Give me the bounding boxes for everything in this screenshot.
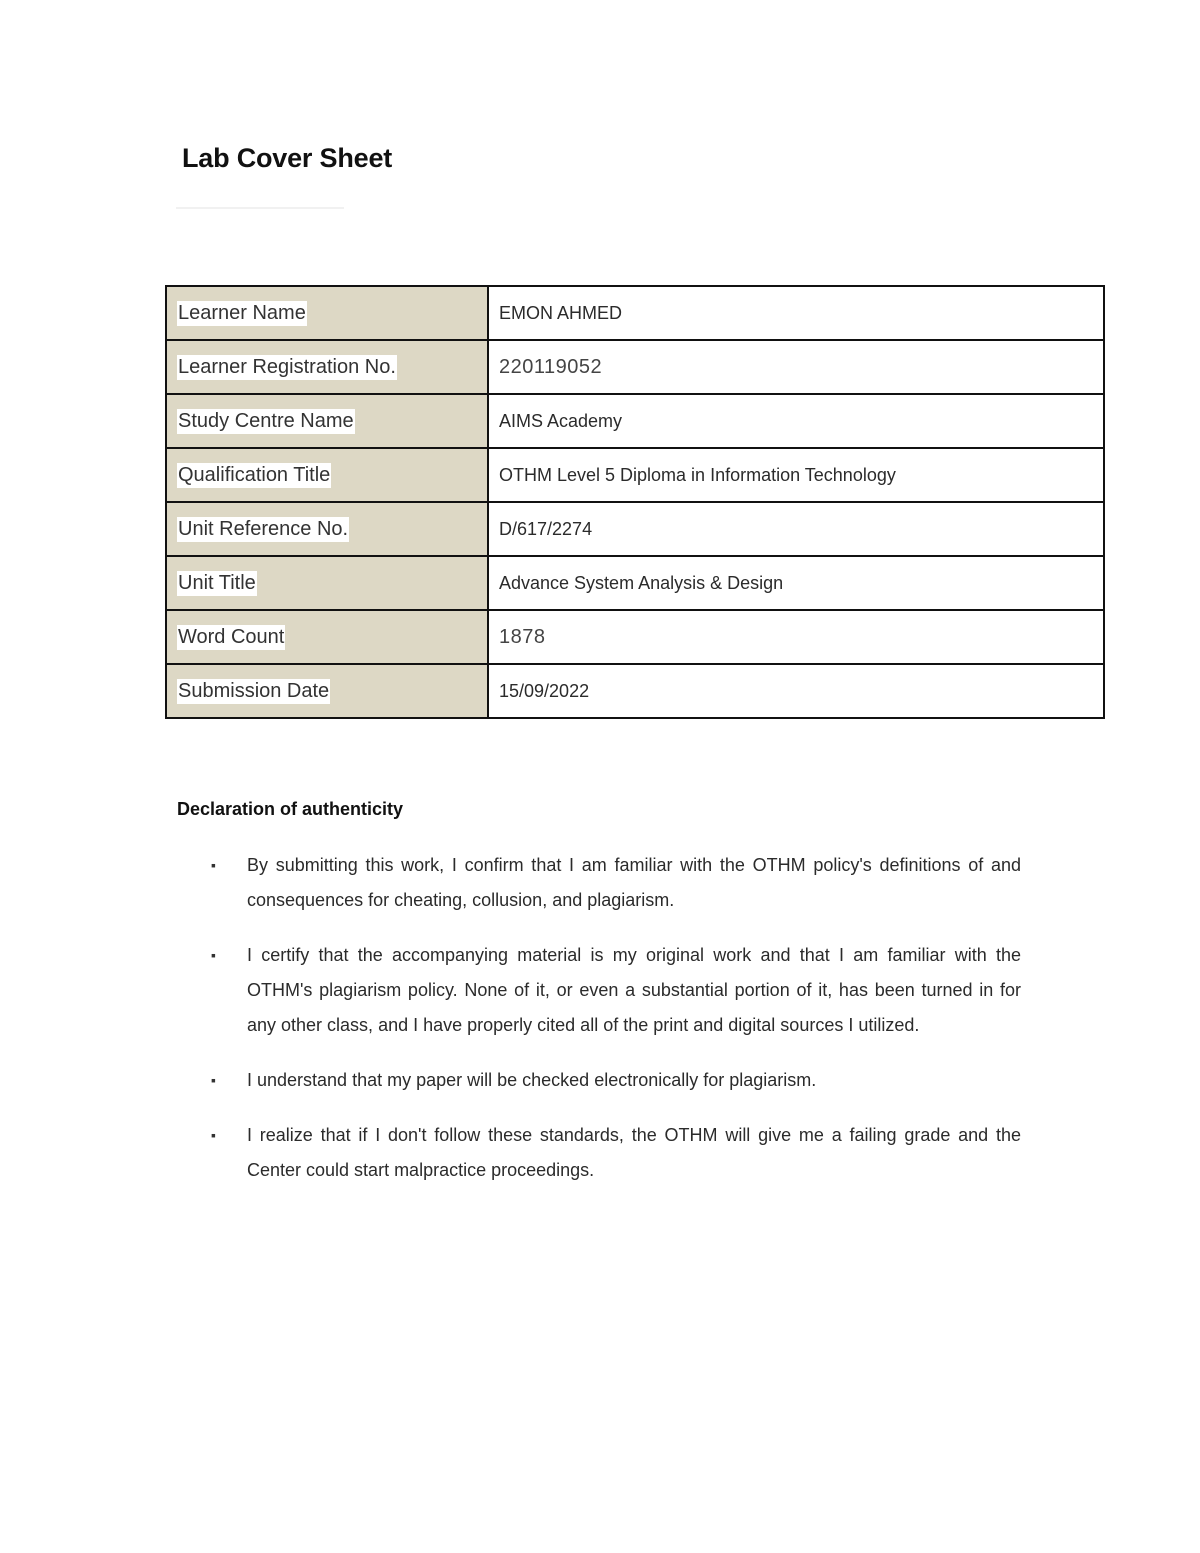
declaration-item-text: I certify that the accompanying material is my original work and that I am familiar with the OTHM's plagiarism policy. None of it, or even a substantial portion of it, has been turned in for any other class, and I have properly cited all of the print and digital sources I utilized. [247, 945, 1021, 1035]
submission-date-value: 15/09/2022 [488, 664, 1104, 718]
registration-no-value: 220119052 [488, 340, 1104, 394]
page-title: Lab Cover Sheet [182, 143, 393, 173]
list-item [211, 1063, 1021, 1098]
table-row [166, 664, 1104, 718]
unit-title-label: Unit Title [178, 571, 256, 594]
row-label-cell [166, 664, 488, 718]
square-bullet-icon: ▪ [211, 1072, 216, 1088]
qualification-title-label: Qualification Title [178, 463, 331, 486]
row-label-cell [166, 286, 488, 340]
declaration-item-text: By submitting this work, I confirm that I am familiar with the OTHM policy's definitions of and consequences for cheating, collusion, and plagiarism. [247, 855, 1021, 910]
unit-title-value: Advance System Analysis & Design [488, 556, 1104, 610]
square-bullet-icon: ▪ [211, 1127, 216, 1143]
table-row [166, 610, 1104, 664]
table-row [166, 556, 1104, 610]
row-label-cell [166, 340, 488, 394]
table-row [166, 340, 1104, 394]
square-bullet-icon: ▪ [211, 857, 216, 873]
row-label-cell [166, 502, 488, 556]
study-centre-value: AIMS Academy [488, 394, 1104, 448]
row-label-cell [166, 556, 488, 610]
qualification-title-value: OTHM Level 5 Diploma in Information Technology [488, 448, 1104, 502]
learner-name-value: EMON AHMED [488, 286, 1104, 340]
declaration-heading: Declaration of authenticity [177, 799, 404, 819]
table-row [166, 286, 1104, 340]
word-count-label: Word Count [178, 625, 285, 648]
declaration-item-text: I realize that if I don't follow these standards, the OTHM will give me a failing grade and the Center could start malpractice proceedings. [247, 1125, 1021, 1180]
cover-sheet-table [165, 285, 1105, 719]
table-row [166, 394, 1104, 448]
list-item [211, 938, 1021, 1043]
row-label-cell [166, 448, 488, 502]
unit-reference-value: D/617/2274 [488, 502, 1104, 556]
list-item [211, 848, 1021, 918]
row-label-cell [166, 394, 488, 448]
submission-date-label: Submission Date [178, 679, 330, 702]
table-row [166, 448, 1104, 502]
registration-no-label: Learner Registration No. [178, 355, 396, 378]
study-centre-label: Study Centre Name [178, 409, 354, 432]
declaration-list [211, 848, 1021, 1208]
list-item [211, 1118, 1021, 1188]
title-underline [176, 207, 344, 209]
word-count-value: 1878 [488, 610, 1104, 664]
table-row [166, 502, 1104, 556]
square-bullet-icon: ▪ [211, 947, 216, 963]
declaration-item-text: I understand that my paper will be checked electronically for plagiarism. [247, 1070, 817, 1090]
learner-name-label: Learner Name [178, 301, 306, 324]
row-label-cell [166, 610, 488, 664]
unit-reference-label: Unit Reference No. [178, 517, 349, 540]
